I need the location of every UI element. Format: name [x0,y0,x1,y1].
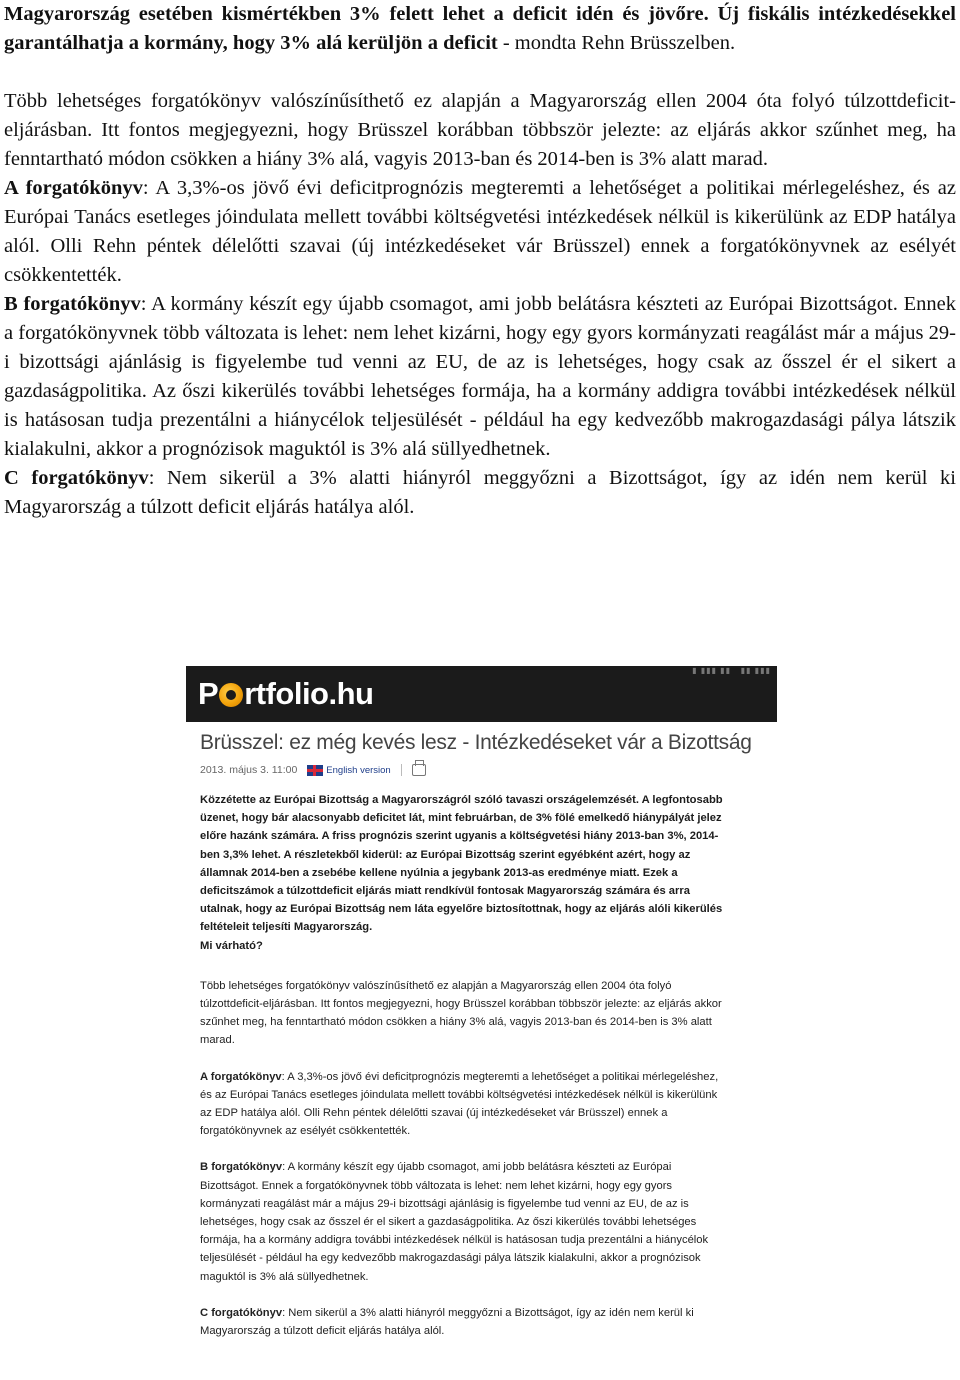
uk-flag-icon [307,765,323,776]
site-header [186,666,777,722]
print-icon[interactable] [412,764,426,776]
document-text [4,0,956,522]
scenario-b [4,290,956,464]
article-scenario-a-text: : A 3,3%-os jövő évi deficitprognózis megteremti a lehetőséget a politikai mérlegeléshez, és az Európai Tanács esetleges jóindulata mellett további költségvetési intézkedések nélkül is kikerülünk az EDP hatálya alól. Olli Rehn péntek délelőtti szavai (új intézkedéseket vár Brüsszel) ennek a forgatókönyvnek az esélyét csökkentették. [200,1070,719,1138]
article-scenario-a [200,1068,728,1141]
article-date: 2013. május 3. 11:00 [200,764,298,776]
scenario-a-text: : A 3,3%-os jövő évi deficitprognózis megteremti a lehetőséget a politikai mérlegeléshez, és az Európai Tanács esetleges jóindulata mellett további költségvetési intézkedések nélkül is kikerülünk az EDP hatálya alól. Olli Rehn péntek délelőtti szavai (új intézkedéseket vár Brüsszel) ennek a forgatókönyvnek az esélyét csökkentették. [4,177,956,286]
intro-paragraph [4,0,956,58]
scenario-b-label: B forgatókönyv [4,293,141,315]
scenario-c [4,464,956,522]
logo-text: rtfolio.hu [244,676,374,711]
article-lead: Közzétette az Európai Bizottság a Magyarországról szóló tavaszi országelemzését. A legfontosabb üzenet, hogy bár alacsonyabb deficitet lát, mint februárban, de 3% fölé emelkedő hiánypályát jelez előre hazánk számára. A friss prognózis szerint ugyanis a költségvetési hiány 2013-ban 3%, 2014-ben 3,3% lehet. A részletekből kiderül: az Európai Bizottság szerint egyébként azért, hogy az államnak 2014-ben a zsebébe kellene nyúlnia a jegybank 2013-as eredménye miatt. Ezek a deficitszámok a túlzottdeficit eljárás miatt rendkívül fontosak Magyarország számára és arra utalnak, hogy az Európai Bizottság nem láta egyelőre biztosítottnak, hogy az eljárás alóli kikerülés feltételeit teljesíti Magyarország. [200,794,723,934]
scenario-a [4,174,956,290]
english-version-label: English version [326,764,391,776]
article-scenario-a-label: A forgatókönyv [200,1070,282,1083]
intro-rest: - mondta Rehn Brüsszelben. [497,32,736,54]
article-meta [200,761,777,779]
article-scenario-b [200,1158,728,1285]
scenario-a-label: A forgatókönyv [4,177,143,199]
article-title: Brüsszel: ez még kevés lesz - Intézkedéseket vár a Bizottság [200,731,752,754]
article-scenario-b-text: : A kormány készít egy újabb csomagot, ami jobb belátásra készteti az Európai Bizottságot. Ennek a forgatókönyvnek több változata is lehet: nem lehet kizárni, hogy egy gyors kormányzati reagálást már a május 29-i bizottsági ajánlásig is figyelembe tud venni az EU, de az is lehetséges, hogy csak az ősszel ér el sikert a gazdaságpolitika. Az őszi kikerülés további lehetséges formája, ha a kormány addigra további intézkedések nélkül is hatásosan tudja prezentálni a hiánycélok teljesülését - például ha egy kedvezőbb makrogazdasági pálya látszik kialakulni, akkor a prognózisok maguktól is 3% alá süllyedhetnek. [200,1161,709,1283]
scenarios-paragraph: Több lehetséges forgatókönyv valószínűsíthető ez alapján a Magyarország ellen 2004 óta folyó túlzottdeficit-eljárásban. Itt fontos megjegyezni, hogy Brüsszel korábban többször jelezte: az eljárás akkor szűnhet meg, ha fenntartható módon csökken a hiány 3% alá, vagyis 2013-ban és 2014-ben is 3% alatt marad. [4,90,956,170]
scenario-c-text: : Nem sikerül a 3% alatti hiányról meggyőzni a Bizottságot, így az idén nem kerül ki Magyarország a túlzott deficit eljárás hatálya alól. [4,467,957,518]
header-strip: ▮ ▮▮▮ ▮▮ ▮▮ ▮▮▮ [692,666,771,675]
article-body [200,791,728,1340]
article-scenario-c [200,1304,728,1340]
portfolio-logo[interactable] [198,676,373,712]
logo-letter-p: P [198,676,219,711]
article-screenshot [186,666,777,1378]
article-scenario-b-label: B forgatókönyv [200,1161,283,1174]
english-version-link[interactable] [307,765,390,776]
intro-bold: Magyarország esetében kismértékben 3% felett lehet a deficit idén és jövőre. Új fiskális intézkedésekkel garantálhatja a kormány, hogy 3% alá kerüljön a deficit [4,3,956,54]
logo-o-icon [219,683,243,707]
article-scenarios-paragraph: Több lehetséges forgatókönyv valószínűsíthető ez alapján a Magyarország ellen 2004 óta folyó túlzottdeficit-eljárásban. Itt fontos megjegyezni, hogy Brüsszel korábban többször jelezte: az eljárás akkor szűnhet meg, ha fenntartható módon csökken a hiány 3% alá, vagyis 2013-ban és 2014-ben is 3% alatt marad. [200,979,722,1047]
scenario-c-label: C forgatókönyv [4,467,149,489]
article-subhead: Mi várható? [200,939,263,952]
article-scenario-c-label: C forgatókönyv [200,1306,283,1319]
scenario-b-text: : A kormány készít egy újabb csomagot, ami jobb belátásra készteti az Európai Bizottságot. Ennek a forgatókönyvnek több változata is lehet: nem lehet kizárni, hogy egy gyors kormányzati reagálást már a május 29-i bizottsági ajánlásig is figyelembe tud venni az EU, de az is lehetséges, hogy csak az ősszel ér el sikert a gazdaságpolitika. Az őszi kikerülés további lehetséges formája, ha a kormány addigra további intézkedések nélkül is hatásosan tudja prezentálni a hiánycélok teljesülését - például ha egy kedvezőbb makrogazdasági pálya látszik kialakulni, akkor a prognózisok maguktól is 3% alá süllyedhetnek. [4,293,956,460]
article-scenario-c-text: : Nem sikerül a 3% alatti hiányról meggyőzni a Bizottságot, így az idén nem kerül ki Magyarország a túlzott deficit eljárás hatálya alól. [200,1306,694,1338]
divider [401,764,402,776]
